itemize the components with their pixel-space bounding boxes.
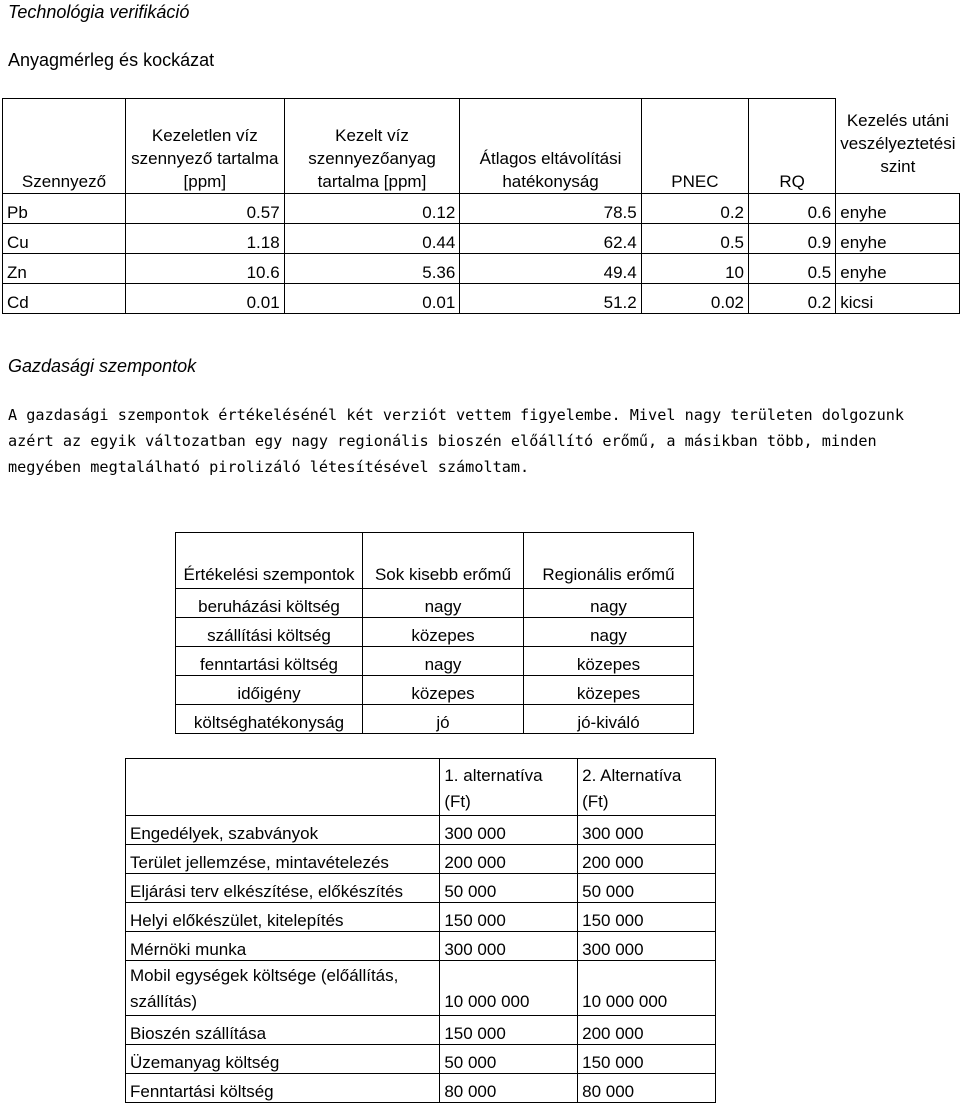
cost-table [125, 758, 716, 1103]
header-regional-plant: Regionális erőmű [524, 533, 694, 589]
table-row [126, 1074, 716, 1103]
header-untreated: Kezeletlen víz szennyező tartalma [ppm] [125, 99, 284, 194]
cell: 150 000 [440, 1016, 578, 1045]
cell: 0.5 [641, 223, 748, 253]
cell: 50 000 [440, 874, 578, 903]
table-row [126, 874, 716, 903]
header-pnec: PNEC [641, 99, 748, 194]
header-criteria: Értékelési szempontok [176, 533, 363, 589]
table-row [176, 705, 694, 734]
cell: Üzemanyag költség [126, 1045, 440, 1074]
table-row [176, 618, 694, 647]
cell: 10.6 [125, 253, 284, 283]
table-row [3, 193, 960, 223]
cost-table-header [126, 759, 716, 816]
cell: 150 000 [578, 903, 716, 932]
cell: fenntartási költség [176, 647, 363, 676]
cell: enyhe [836, 223, 960, 253]
cell: nagy [524, 589, 694, 618]
cell: közepes [363, 618, 524, 647]
cell: 50 000 [440, 1045, 578, 1074]
table-row [3, 223, 960, 253]
cell: 0.2 [749, 283, 836, 313]
cell: 78.5 [460, 193, 641, 223]
cell: Bioszén szállítása [126, 1016, 440, 1045]
table-row [126, 932, 716, 961]
cell: 300 000 [440, 816, 578, 845]
risk-table [2, 98, 960, 314]
cell: 1.18 [125, 223, 284, 253]
cell: 0.02 [641, 283, 748, 313]
table-row [126, 961, 716, 1016]
cell: 150 000 [440, 903, 578, 932]
header-alternative-1: 1. alternatíva (Ft) [440, 759, 578, 816]
cell: 0.6 [749, 193, 836, 223]
header-treated: Kezelt víz szennyezőanyag tartalma [ppm] [284, 99, 460, 194]
cell: kicsi [836, 283, 960, 313]
cell: 300 000 [440, 932, 578, 961]
cell: 10 000 000 [578, 961, 716, 1016]
cell: beruházási költség [176, 589, 363, 618]
cell: Zn [3, 253, 126, 283]
header-risk-level: Kezelés utáni veszélyeztetési szint [840, 110, 956, 176]
cell: 62.4 [460, 223, 641, 253]
cell: nagy [363, 589, 524, 618]
table-row [3, 253, 960, 283]
table-row [3, 283, 960, 313]
header-efficiency: Átlagos eltávolítási hatékonyság [460, 99, 641, 194]
cell: Helyi előkészület, kitelepítés [126, 903, 440, 932]
header-rq: RQ [749, 99, 836, 194]
cell: 0.9 [749, 223, 836, 253]
header-small-plants: Sok kisebb erőmű [363, 533, 524, 589]
cell: szállítási költség [176, 618, 363, 647]
cell: 0.12 [284, 193, 460, 223]
cell: nagy [363, 647, 524, 676]
cell: 300 000 [578, 932, 716, 961]
cell: 50 000 [578, 874, 716, 903]
cell: 0.5 [749, 253, 836, 283]
cell: 300 000 [578, 816, 716, 845]
cell: 200 000 [440, 845, 578, 874]
cell: Terület jellemzése, mintavételezés [126, 845, 440, 874]
table-row [126, 903, 716, 932]
evaluation-table-header [176, 533, 694, 589]
cell: Fenntartási költség [126, 1074, 440, 1103]
table-row [176, 589, 694, 618]
cell: 10 [641, 253, 748, 283]
cell: nagy [524, 618, 694, 647]
header-item [126, 759, 440, 816]
cell: 0.44 [284, 223, 460, 253]
table-row [126, 845, 716, 874]
cell: 80 000 [578, 1074, 716, 1103]
header-pollutant: Szennyező [3, 99, 126, 194]
cell: közepes [524, 676, 694, 705]
cell: jó-kiváló [524, 705, 694, 734]
heading-material-balance: Anyagmérleg és kockázat [8, 50, 215, 70]
cell: Eljárási terv elkészítése, előkészítés [126, 874, 440, 903]
header-alternative-2: 2. Alternatíva (Ft) [578, 759, 716, 816]
cell: Mérnöki munka [126, 932, 440, 961]
cell: 0.57 [125, 193, 284, 223]
cell: jó [363, 705, 524, 734]
heading-technology-verification: Technológia verifikáció [8, 2, 190, 22]
cell: költséghatékonyság [176, 705, 363, 734]
cell: 10 000 000 [440, 961, 578, 1016]
cell: 80 000 [440, 1074, 578, 1103]
table-row [126, 1016, 716, 1045]
cell: Pb [3, 193, 126, 223]
cell: Cu [3, 223, 126, 253]
cell: 0.01 [284, 283, 460, 313]
cell: enyhe [836, 193, 960, 223]
cell: 49.4 [460, 253, 641, 283]
cell: közepes [524, 647, 694, 676]
cell: 0.2 [641, 193, 748, 223]
cell: közepes [363, 676, 524, 705]
table-row [126, 1045, 716, 1074]
evaluation-table [175, 532, 694, 734]
cell: időigény [176, 676, 363, 705]
cell: enyhe [836, 253, 960, 283]
cell: 51.2 [460, 283, 641, 313]
heading-economic-aspects: Gazdasági szempontok [8, 356, 197, 376]
cell: 0.01 [125, 283, 284, 313]
cell: 5.36 [284, 253, 460, 283]
cell: Mobil egységek költsége (előállítás, szállítás) [126, 961, 440, 1016]
table-row [176, 676, 694, 705]
cell: 200 000 [578, 1016, 716, 1045]
cell: 150 000 [578, 1045, 716, 1074]
table-row [126, 816, 716, 845]
table-row [176, 647, 694, 676]
risk-table-header [3, 99, 960, 194]
economic-paragraph: A gazdasági szempontok értékelésénél két verziót vettem figyelembe. Mivel nagy területen dolgozunk azért az egyik változatban egy nagy regionális bioszén előállító erőmű, a másikban több, minden megyében megtalálható pirolizáló létesítésével számoltam. [8, 406, 905, 476]
cell: Engedélyek, szabványok [126, 816, 440, 845]
cell: 200 000 [578, 845, 716, 874]
cell: Cd [3, 283, 126, 313]
